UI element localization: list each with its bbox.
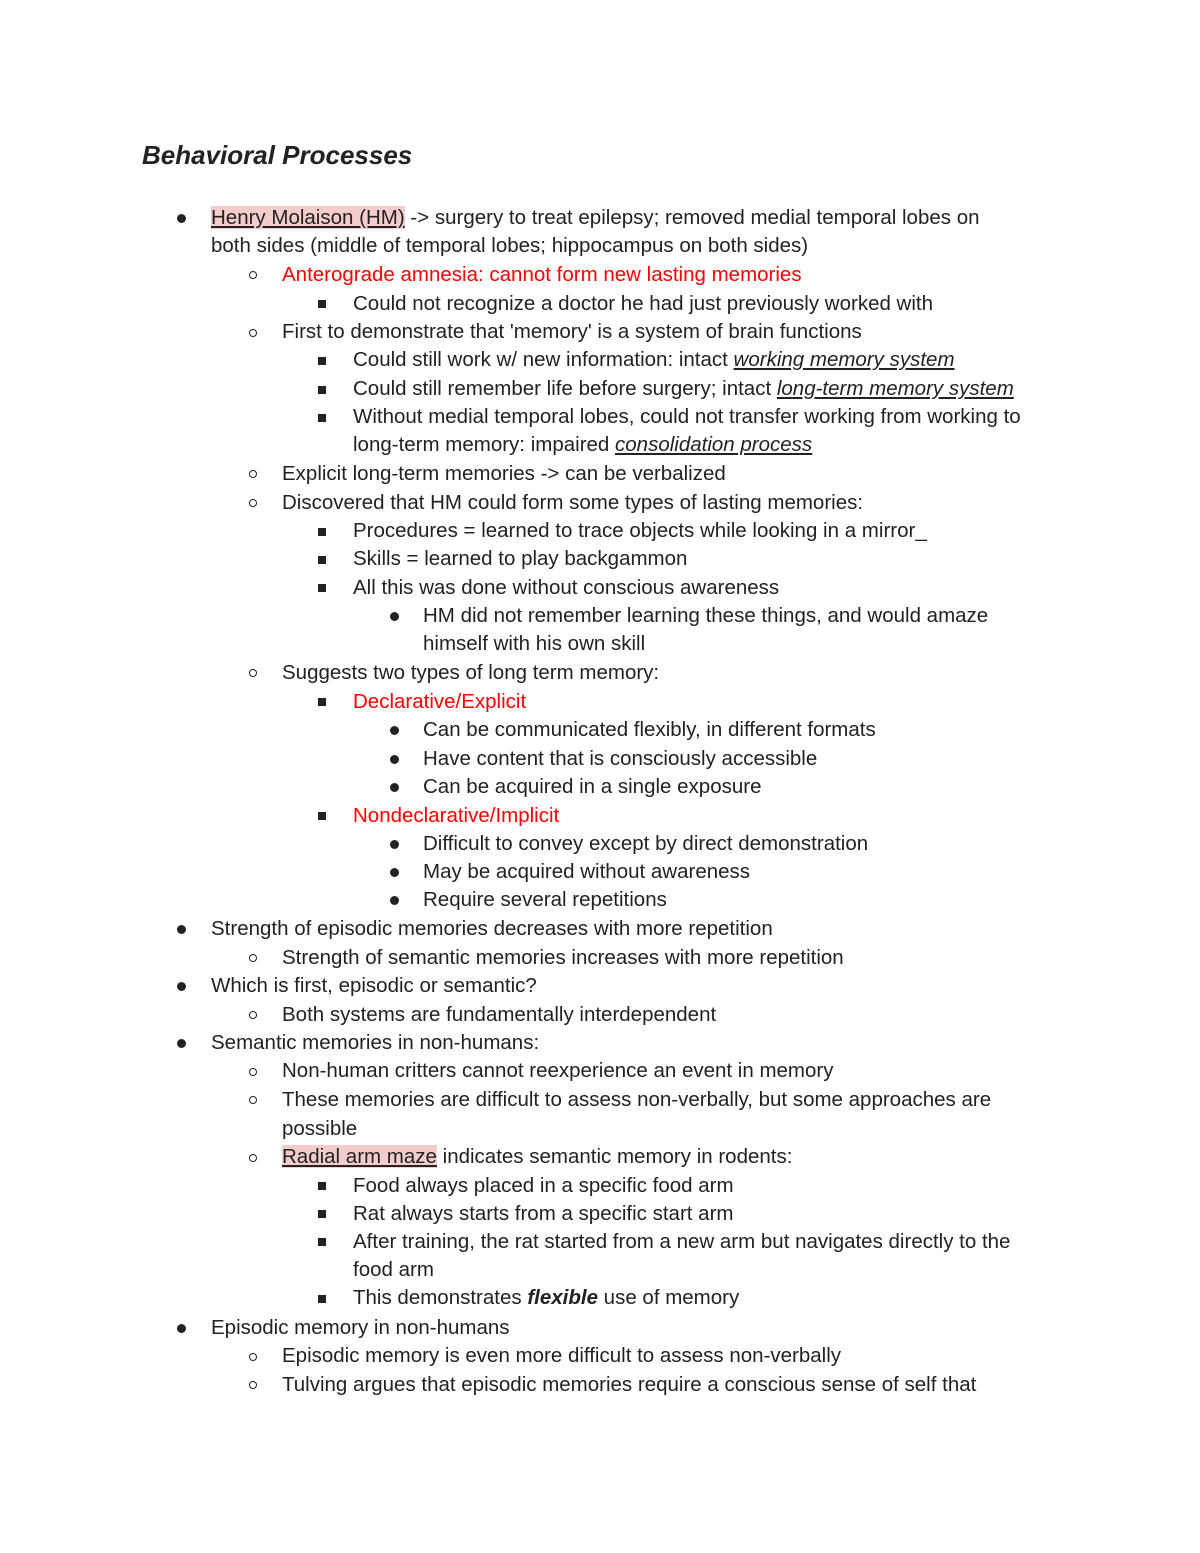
bullet-disc-icon bbox=[177, 925, 186, 934]
highlighted-term: Radial arm maze bbox=[282, 1145, 437, 1168]
list-item: First to demonstrate that 'memory' is a system of brain functions bbox=[282, 320, 862, 343]
list-item bbox=[282, 1143, 792, 1171]
bullet-circle-icon bbox=[249, 499, 257, 507]
bullet-disc-icon bbox=[177, 1039, 186, 1048]
highlighted-term: Henry Molaison (HM) bbox=[211, 206, 405, 229]
list-item: Nondeclarative/Implicit bbox=[353, 804, 560, 827]
list-item-continuation: possible bbox=[282, 1117, 358, 1140]
list-item: HM did not remember learning these things, and would amaze bbox=[423, 604, 989, 627]
bullet-square-icon bbox=[318, 556, 326, 564]
bullet-square-icon bbox=[318, 357, 326, 365]
bullet-circle-icon bbox=[249, 669, 257, 677]
list-item-text: indicates semantic memory in rodents: bbox=[436, 1145, 793, 1168]
list-item-text: Could still work w/ new information: intact bbox=[353, 348, 734, 371]
list-item: Can be communicated flexibly, in different formats bbox=[423, 718, 876, 741]
bullet-circle-icon bbox=[249, 271, 257, 279]
bullet-disc-icon bbox=[390, 840, 399, 849]
bullet-square-icon bbox=[318, 300, 326, 308]
bullet-disc-icon bbox=[390, 896, 399, 905]
bullet-circle-icon bbox=[249, 1011, 257, 1019]
list-item: Episodic memory is even more difficult to assess non-verbally bbox=[282, 1344, 842, 1367]
bullet-circle-icon bbox=[249, 954, 257, 962]
list-item: Non-human critters cannot reexperience an event in memory bbox=[282, 1059, 834, 1082]
list-item: Declarative/Explicit bbox=[353, 690, 527, 713]
list-item: Difficult to convey except by direct demonstration bbox=[423, 832, 869, 855]
bullet-circle-icon bbox=[249, 1096, 257, 1104]
bullet-square-icon bbox=[318, 1238, 326, 1246]
list-item: Can be acquired in a single exposure bbox=[423, 775, 762, 798]
list-item: Episodic memory in non-humans bbox=[211, 1316, 510, 1339]
bullet-circle-icon bbox=[249, 1381, 257, 1389]
bullet-disc-icon bbox=[390, 783, 399, 792]
list-item-text: Could still remember life before surgery; intact bbox=[353, 377, 777, 400]
bullet-disc-icon bbox=[390, 755, 399, 764]
list-item: Could not recognize a doctor he had just previously worked with bbox=[353, 292, 934, 315]
list-item: Procedures = learned to trace objects while looking in a mirror_ bbox=[353, 519, 927, 542]
emphasized-term: consolidation process bbox=[615, 433, 813, 456]
list-item-continuation: both sides (middle of temporal lobes; hippocampus on both sides) bbox=[211, 234, 809, 257]
bullet-disc-icon bbox=[390, 868, 399, 877]
list-item-continuation bbox=[353, 431, 812, 459]
list-item bbox=[211, 204, 980, 232]
bullet-square-icon bbox=[318, 1210, 326, 1218]
bullet-circle-icon bbox=[249, 1353, 257, 1361]
list-item-text: -> surgery to treat epilepsy; removed medial temporal lobes on bbox=[404, 206, 980, 229]
bullet-disc-icon bbox=[390, 612, 399, 621]
list-item-continuation: food arm bbox=[353, 1258, 434, 1281]
list-item: Without medial temporal lobes, could not transfer working from working to bbox=[353, 405, 1021, 428]
bullet-square-icon bbox=[318, 584, 326, 592]
list-item: May be acquired without awareness bbox=[423, 860, 751, 883]
bullet-circle-icon bbox=[249, 470, 257, 478]
bullet-square-icon bbox=[318, 386, 326, 394]
bullet-circle-icon bbox=[249, 329, 257, 337]
list-item-text: This demonstrates bbox=[353, 1286, 528, 1309]
list-item: Strength of episodic memories decreases with more repetition bbox=[211, 917, 773, 940]
list-item bbox=[353, 346, 955, 374]
list-item: Skills = learned to play backgammon bbox=[353, 547, 688, 570]
list-item: Suggests two types of long term memory: bbox=[282, 661, 660, 684]
list-item: These memories are difficult to assess non-verbally, but some approaches are bbox=[282, 1088, 992, 1111]
list-item: Rat always starts from a specific start arm bbox=[353, 1202, 734, 1225]
list-item: Explicit long-term memories -> can be verbalized bbox=[282, 462, 726, 485]
list-item: Semantic memories in non-humans: bbox=[211, 1031, 540, 1054]
emphasized-term: flexible bbox=[527, 1286, 598, 1309]
list-item: All this was done without conscious awareness bbox=[353, 576, 780, 599]
list-item: Strength of semantic memories increases with more repetition bbox=[282, 946, 844, 969]
bullet-circle-icon bbox=[249, 1068, 257, 1076]
list-item bbox=[353, 1284, 739, 1312]
list-item: Tulving argues that episodic memories require a conscious sense of self that bbox=[282, 1373, 977, 1396]
bullet-square-icon bbox=[318, 528, 326, 536]
bullet-circle-icon bbox=[249, 1154, 257, 1162]
list-item: Anterograde amnesia: cannot form new lasting memories bbox=[282, 263, 802, 286]
list-item: Which is first, episodic or semantic? bbox=[211, 974, 537, 997]
bullet-disc-icon bbox=[177, 1324, 186, 1333]
list-item-continuation: himself with his own skill bbox=[423, 632, 646, 655]
list-item: Both systems are fundamentally interdependent bbox=[282, 1003, 717, 1026]
list-item: Food always placed in a specific food arm bbox=[353, 1174, 734, 1197]
emphasized-term: working memory system bbox=[733, 348, 955, 371]
list-item-text: use of memory bbox=[597, 1286, 740, 1309]
page-title: Behavioral Processes bbox=[142, 140, 413, 170]
list-item bbox=[353, 375, 1014, 403]
bullet-square-icon bbox=[318, 414, 326, 422]
list-item-text: long-term memory: impaired bbox=[353, 433, 616, 456]
bullet-square-icon bbox=[318, 698, 326, 706]
bullet-square-icon bbox=[318, 1182, 326, 1190]
bullet-square-icon bbox=[318, 1295, 326, 1303]
list-item: Have content that is consciously accessible bbox=[423, 747, 818, 770]
bullet-disc-icon bbox=[390, 726, 399, 735]
emphasized-term: long-term memory system bbox=[776, 377, 1014, 400]
list-item: Discovered that HM could form some types of lasting memories: bbox=[282, 491, 864, 514]
list-item: Require several repetitions bbox=[423, 888, 667, 911]
bullet-disc-icon bbox=[177, 214, 186, 223]
bullet-square-icon bbox=[318, 812, 326, 820]
bullet-disc-icon bbox=[177, 982, 186, 991]
list-item: After training, the rat started from a new arm but navigates directly to the bbox=[353, 1230, 1011, 1253]
